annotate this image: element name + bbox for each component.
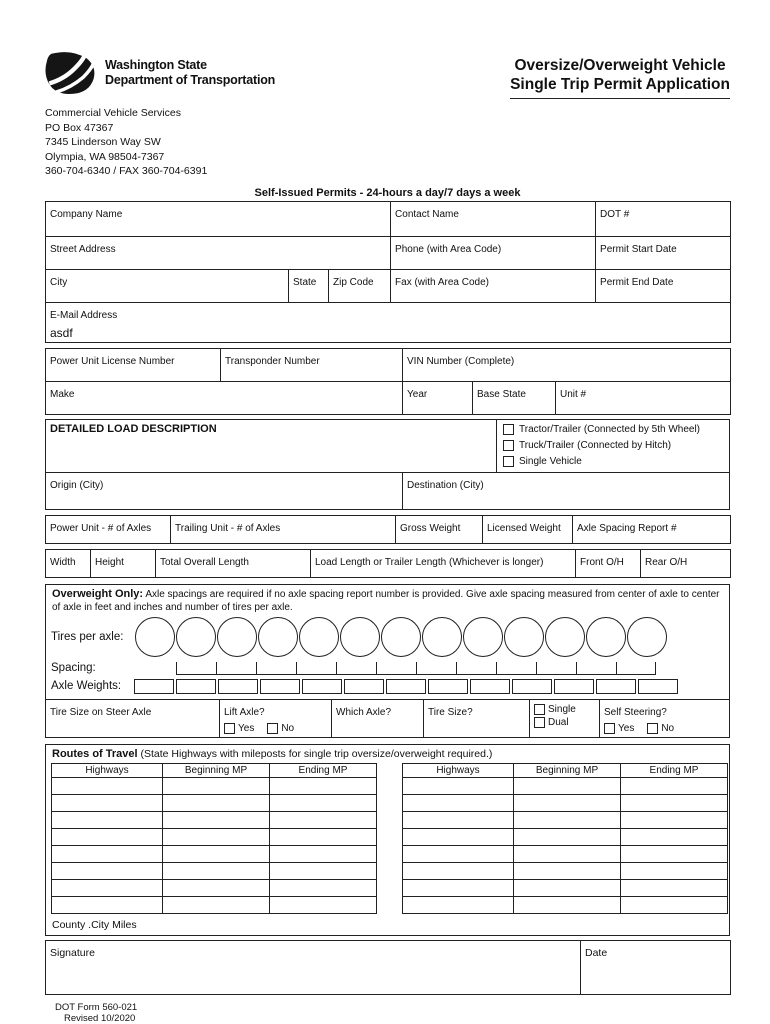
axle-weight-field[interactable] — [470, 679, 510, 694]
route-highway-cell[interactable] — [403, 845, 514, 862]
overweight-bottom-row — [46, 699, 729, 737]
route-row — [403, 862, 728, 879]
field-label: Gross Weight — [400, 522, 461, 534]
route-beginning-mp-cell[interactable] — [514, 811, 621, 828]
route-row — [52, 896, 377, 913]
single-checkbox[interactable] — [534, 704, 545, 715]
route-highway-cell[interactable] — [403, 896, 514, 913]
route-row — [403, 828, 728, 845]
routes-title: Routes of Travel — [52, 747, 138, 760]
route-row — [403, 777, 728, 794]
route-highway-cell[interactable] — [52, 828, 163, 845]
transponder-field[interactable] — [221, 348, 403, 381]
routes-section — [45, 744, 730, 936]
email-field[interactable] — [46, 302, 731, 342]
route-beginning-mp-cell[interactable] — [514, 896, 621, 913]
route-beginning-mp-cell[interactable] — [163, 794, 270, 811]
which-axle-field[interactable] — [331, 700, 423, 737]
route-highway-cell[interactable] — [403, 879, 514, 896]
lift-axle-label: Lift Axle? — [224, 706, 265, 718]
route-row — [52, 794, 377, 811]
field-label: Year — [407, 388, 428, 400]
licensed-weight-field[interactable] — [483, 515, 573, 543]
total-length-field[interactable] — [156, 549, 311, 577]
gross-weight-field[interactable] — [396, 515, 483, 543]
route-ending-mp-cell[interactable] — [270, 811, 377, 828]
header — [45, 50, 730, 99]
address-line: 7345 Linderson Way SW — [45, 136, 161, 148]
route-highway-cell[interactable] — [52, 811, 163, 828]
axle-spacing-field[interactable] — [176, 662, 216, 675]
axle-spacing-field[interactable] — [496, 662, 536, 675]
tires-per-axle-circle-field[interactable] — [627, 617, 667, 657]
field-label: State — [293, 276, 317, 288]
section-banner: Self-Issued Permits - 24-hours a day/7 days a week — [254, 186, 521, 199]
axle-spacing-field[interactable] — [256, 662, 296, 675]
routes-subtitle: (State Highways with mileposts for single trip oversize/overweight required.) — [140, 747, 493, 760]
route-highway-cell[interactable] — [403, 777, 514, 794]
power-unit-license-field[interactable] — [46, 348, 221, 381]
spacing-label: Spacing: — [51, 661, 96, 674]
axle-weight-field[interactable] — [428, 679, 468, 694]
field-label: Permit Start Date — [600, 243, 677, 255]
route-table-body — [52, 777, 377, 913]
title-line2: Single Trip Permit Application — [510, 76, 730, 93]
field-label: Power Unit License Number — [50, 355, 175, 367]
truck-trailer-checkbox[interactable] — [503, 440, 514, 451]
field-label: Fax (with Area Code) — [395, 276, 489, 288]
tractor-trailer-checkbox[interactable] — [503, 424, 514, 435]
axle-weight-field[interactable] — [386, 679, 426, 694]
ending-mp-header: Ending MP — [270, 763, 377, 777]
route-ending-mp-cell[interactable] — [621, 777, 728, 794]
axle-weight-field[interactable] — [596, 679, 636, 694]
lift-axle-field — [219, 700, 331, 737]
tires-per-axle-circle-field[interactable] — [381, 617, 421, 657]
field-label: Which Axle? — [336, 706, 392, 718]
self-steering-label: Self Steering? — [604, 706, 667, 718]
fax-field[interactable] — [391, 269, 596, 302]
phone-field[interactable] — [391, 236, 596, 269]
axle-info-row — [45, 515, 731, 544]
state-field[interactable] — [289, 269, 329, 302]
wsdot-brand — [45, 50, 275, 96]
route-ending-mp-cell[interactable] — [621, 879, 728, 896]
field-label: Phone (with Area Code) — [395, 243, 502, 255]
axle-weight-field[interactable] — [302, 679, 342, 694]
field-label: Axle Spacing Report # — [577, 522, 677, 534]
address-line: 360-704-6340 / FAX 360-704-6391 — [45, 165, 208, 177]
front-overhang-field[interactable] — [576, 549, 641, 577]
vehicle-type-option — [503, 422, 723, 438]
route-highway-cell[interactable] — [403, 794, 514, 811]
yes-label: Yes — [618, 722, 635, 734]
tires-circle-row — [135, 617, 668, 657]
routes-title-row — [46, 745, 729, 762]
field-label: Licensed Weight — [487, 522, 561, 534]
trailing-unit-axles-field[interactable] — [171, 515, 396, 543]
tires-per-axle-circle-field[interactable] — [463, 617, 503, 657]
field-label: Tire Size on Steer Axle — [50, 706, 152, 718]
routes-tables — [46, 762, 729, 914]
route-row — [52, 862, 377, 879]
axle-weight-field[interactable] — [134, 679, 174, 694]
county-city-miles-label: County .City Miles — [52, 918, 137, 931]
route-row — [52, 845, 377, 862]
agency-name-line1: Washington State — [105, 58, 207, 72]
dot-number-field[interactable] — [596, 201, 731, 236]
no-label: No — [661, 722, 675, 734]
zip-code-field[interactable] — [329, 269, 391, 302]
beginning-mp-header: Beginning MP — [163, 763, 270, 777]
field-label: City — [50, 276, 68, 288]
overweight-instructions-text: Axle spacings are required if no axle spacing report number is provided. Give axle spacing measured from center of axle to center of axle in feet and inches and number of tires per axle. — [52, 588, 720, 613]
axle-weight-field[interactable] — [512, 679, 552, 694]
route-highway-cell[interactable] — [52, 896, 163, 913]
field-label: E-Mail Address — [50, 309, 118, 321]
unit-number-field[interactable] — [556, 381, 731, 414]
permit-start-date-field[interactable] — [596, 236, 731, 269]
spacing-ruler — [176, 661, 656, 675]
route-row — [52, 828, 377, 845]
field-label: DOT # — [600, 208, 630, 220]
agency-name-line2: Department of Transportation — [105, 73, 276, 87]
tires-per-axle-circle-field[interactable] — [217, 617, 257, 657]
axle-spacing-report-field[interactable] — [573, 515, 731, 543]
route-highway-cell[interactable] — [403, 811, 514, 828]
route-row — [52, 777, 377, 794]
field-label: Zip Code — [333, 276, 374, 288]
route-ending-mp-cell[interactable] — [270, 828, 377, 845]
signature-field[interactable] — [46, 940, 581, 994]
route-row — [403, 845, 728, 862]
dual-checkbox[interactable] — [534, 717, 545, 728]
route-row — [403, 794, 728, 811]
route-ending-mp-cell[interactable] — [621, 794, 728, 811]
tire-size-field[interactable] — [423, 700, 529, 737]
vehicle-type-option — [503, 438, 723, 454]
tires-per-axle-circle-field[interactable] — [586, 617, 626, 657]
route-beginning-mp-cell[interactable] — [163, 777, 270, 794]
vehicle-type-option — [503, 454, 723, 470]
route-ending-mp-cell[interactable] — [621, 811, 728, 828]
no-label: No — [281, 722, 295, 734]
form-number: DOT Form 560-021 — [55, 1001, 138, 1013]
route-highway-cell[interactable] — [52, 862, 163, 879]
load-description-title: DETAILED LOAD DESCRIPTION — [50, 422, 217, 435]
route-row — [52, 811, 377, 828]
address-line: Commercial Vehicle Services — [45, 107, 181, 119]
origin-city-field[interactable] — [46, 473, 403, 509]
make-field[interactable] — [46, 381, 403, 414]
single-vehicle-checkbox[interactable] — [503, 456, 514, 467]
year-field[interactable] — [403, 381, 473, 414]
power-unit-axles-field[interactable] — [46, 515, 171, 543]
field-label: Trailing Unit - # of Axles — [175, 522, 281, 534]
date-field[interactable] — [581, 940, 731, 994]
field-label: Permit End Date — [600, 276, 674, 288]
height-field[interactable] — [91, 549, 156, 577]
axle-weight-row — [134, 679, 680, 694]
tires-per-axle-row — [46, 615, 729, 659]
axle-weight-field[interactable] — [218, 679, 258, 694]
self-steering-field — [599, 700, 729, 737]
axle-weight-field[interactable] — [260, 679, 300, 694]
yes-label: Yes — [238, 722, 255, 734]
axle-spacing-field[interactable] — [576, 662, 616, 675]
option-label: Single Vehicle — [519, 456, 582, 467]
lift-axle-options — [224, 723, 327, 734]
field-label: Make — [50, 388, 75, 400]
overweight-instructions — [46, 585, 729, 615]
tires-per-axle-circle-field[interactable] — [422, 617, 462, 657]
lift-axle-yes-checkbox[interactable] — [224, 723, 235, 734]
lift-axle-no-checkbox[interactable] — [267, 723, 278, 734]
routes-table-left — [51, 763, 377, 914]
single-label: Single — [548, 703, 576, 715]
route-highway-cell[interactable] — [403, 862, 514, 879]
field-label: Date — [585, 946, 608, 959]
route-highway-cell[interactable] — [52, 794, 163, 811]
base-state-field[interactable] — [473, 381, 556, 414]
vehicle-type-options — [496, 420, 729, 472]
vin-field[interactable] — [403, 348, 731, 381]
field-label: Contact Name — [395, 208, 459, 220]
route-beginning-mp-cell[interactable] — [514, 777, 621, 794]
field-label: Rear O/H — [645, 556, 688, 568]
field-label: Transponder Number — [225, 355, 320, 367]
self-steering-yes-checkbox[interactable] — [604, 723, 615, 734]
route-beginning-mp-cell[interactable] — [163, 845, 270, 862]
route-ending-mp-cell[interactable] — [270, 879, 377, 896]
routes-table-right — [402, 763, 728, 914]
axle-spacing-field[interactable] — [376, 662, 416, 675]
field-label: Tire Size? — [428, 706, 473, 718]
city-field[interactable] — [46, 269, 289, 302]
axle-spacing-field[interactable] — [416, 662, 456, 675]
tires-per-axle-circle-field[interactable] — [299, 617, 339, 657]
form-footer — [45, 1002, 730, 1024]
tires-per-axle-circle-field[interactable] — [258, 617, 298, 657]
axle-spacing-field[interactable] — [336, 662, 376, 675]
route-ending-mp-cell[interactable] — [270, 862, 377, 879]
title-line1: Oversize/Overweight Vehicle — [514, 57, 726, 74]
field-label: Origin (City) — [50, 479, 104, 491]
field-label: Signature — [50, 946, 95, 959]
dimensions-row — [45, 549, 731, 578]
axle-spacing-field[interactable] — [456, 662, 496, 675]
route-row — [403, 811, 728, 828]
route-beginning-mp-cell[interactable] — [163, 879, 270, 896]
axle-spacing-field[interactable] — [616, 662, 656, 675]
width-field[interactable] — [46, 549, 91, 577]
tires-per-axle-circle-field[interactable] — [176, 617, 216, 657]
highways-header: Highways — [52, 763, 163, 777]
vehicle-table — [45, 348, 731, 415]
route-ending-mp-cell[interactable] — [621, 828, 728, 845]
option-label: Tractor/Trailer (Connected by 5th Wheel) — [519, 424, 700, 435]
self-steering-options — [604, 723, 725, 734]
field-label: Front O/H — [580, 556, 624, 568]
route-row — [52, 879, 377, 896]
field-label: Load Length or Trailer Length (Whichever is longer) — [315, 556, 544, 568]
email-value: asdf — [50, 325, 73, 340]
axle-weights-row — [46, 677, 729, 696]
load-length-field[interactable] — [311, 549, 576, 577]
axle-weight-field[interactable] — [176, 679, 216, 694]
tires-per-axle-circle-field[interactable] — [135, 617, 175, 657]
axle-spacing-field[interactable] — [216, 662, 256, 675]
route-highway-cell[interactable] — [403, 828, 514, 845]
destination-city-field[interactable] — [403, 473, 729, 509]
overweight-section — [45, 584, 730, 738]
beginning-mp-header: Beginning MP — [514, 763, 621, 777]
route-beginning-mp-cell[interactable] — [514, 862, 621, 879]
route-beginning-mp-cell[interactable] — [163, 862, 270, 879]
single-option — [534, 704, 595, 715]
tires-per-axle-circle-field[interactable] — [340, 617, 380, 657]
route-highway-cell[interactable] — [52, 777, 163, 794]
single-dual-field — [529, 700, 599, 737]
field-label: Destination (City) — [407, 479, 484, 491]
route-ending-mp-cell[interactable] — [621, 845, 728, 862]
route-beginning-mp-cell[interactable] — [163, 896, 270, 913]
agency-address — [45, 106, 730, 179]
route-highway-cell[interactable] — [52, 845, 163, 862]
agency-name — [105, 58, 275, 88]
field-label: Base State — [477, 388, 526, 400]
route-beginning-mp-cell[interactable] — [514, 845, 621, 862]
street-address-field[interactable] — [46, 236, 391, 269]
route-ending-mp-cell[interactable] — [621, 862, 728, 879]
route-table-body — [403, 777, 728, 913]
signature-table — [45, 940, 731, 995]
field-label: Power Unit - # of Axles — [50, 522, 152, 534]
route-beginning-mp-cell[interactable] — [514, 828, 621, 845]
address-line: PO Box 47367 — [45, 121, 114, 134]
steer-tire-size-field[interactable] — [46, 700, 219, 737]
load-description-section — [45, 419, 730, 510]
field-label: Total Overall Length — [160, 556, 249, 568]
axle-weight-field[interactable] — [638, 679, 678, 694]
rear-overhang-field[interactable] — [641, 549, 731, 577]
field-label: Width — [50, 556, 76, 568]
dual-label: Dual — [548, 716, 569, 728]
highways-header: Highways — [403, 763, 514, 777]
contact-name-field[interactable] — [391, 201, 596, 236]
wsdot-logo-icon — [45, 50, 97, 96]
route-ending-mp-cell[interactable] — [621, 896, 728, 913]
permit-end-date-field[interactable] — [596, 269, 731, 302]
document-title — [510, 56, 730, 99]
route-highway-cell[interactable] — [52, 879, 163, 896]
axle-spacing-field[interactable] — [536, 662, 576, 675]
route-beginning-mp-cell[interactable] — [163, 828, 270, 845]
overweight-title: Overweight Only: — [52, 587, 144, 600]
field-label: Height — [95, 556, 124, 568]
tires-per-axle-circle-field[interactable] — [545, 617, 585, 657]
company-name-field[interactable] — [46, 201, 391, 236]
route-row — [403, 896, 728, 913]
route-ending-mp-cell[interactable] — [270, 896, 377, 913]
address-line: Olympia, WA 98504-7367 — [45, 150, 165, 163]
self-steering-no-checkbox[interactable] — [647, 723, 658, 734]
ending-mp-header: Ending MP — [621, 763, 728, 777]
axle-weight-field[interactable] — [344, 679, 384, 694]
axle-spacing-field[interactable] — [296, 662, 336, 675]
tires-per-axle-label: Tires per axle: — [51, 630, 124, 643]
tires-per-axle-circle-field[interactable] — [504, 617, 544, 657]
route-ending-mp-cell[interactable] — [270, 845, 377, 862]
route-ending-mp-cell[interactable] — [270, 794, 377, 811]
route-ending-mp-cell[interactable] — [270, 777, 377, 794]
field-label: Company Name — [50, 208, 123, 220]
field-label: Unit # — [560, 388, 587, 400]
route-beginning-mp-cell[interactable] — [514, 879, 621, 896]
axle-weights-label: Axle Weights: — [51, 680, 122, 692]
dual-option — [534, 717, 595, 728]
revision-date: Revised 10/2020 — [64, 1013, 136, 1024]
axle-weight-field[interactable] — [554, 679, 594, 694]
field-label: VIN Number (Complete) — [407, 355, 515, 367]
route-beginning-mp-cell[interactable] — [163, 811, 270, 828]
field-label: Street Address — [50, 243, 116, 255]
option-label: Truck/Trailer (Connected by Hitch) — [519, 440, 672, 451]
route-row — [403, 879, 728, 896]
contact-table — [45, 201, 731, 343]
route-beginning-mp-cell[interactable] — [514, 794, 621, 811]
spacing-row — [46, 659, 729, 677]
